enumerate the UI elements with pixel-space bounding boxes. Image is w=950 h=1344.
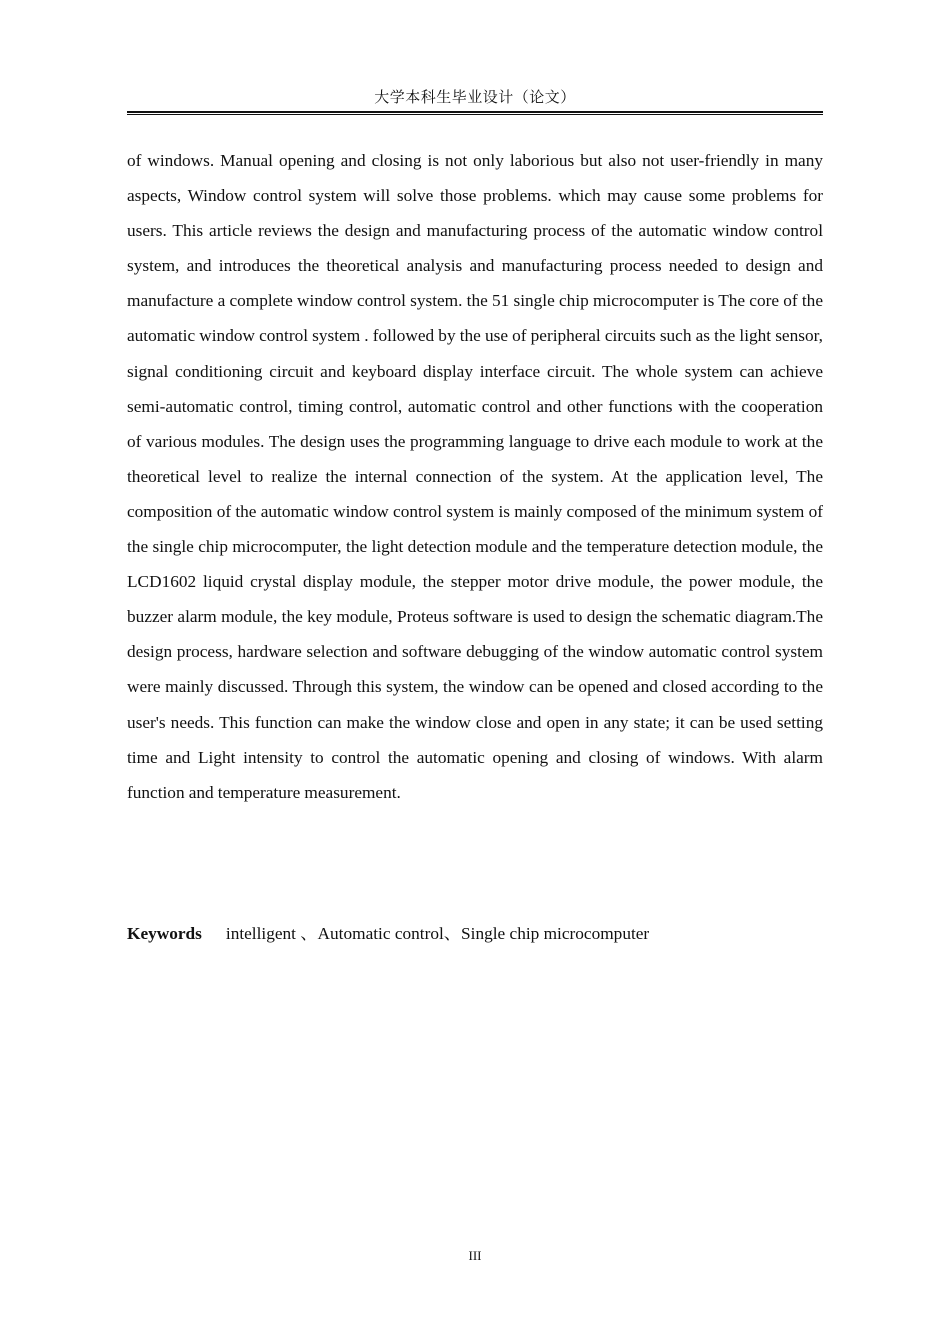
page-number: III — [468, 1248, 482, 1263]
header-double-rule — [127, 111, 823, 115]
running-header: 大学本科生毕业设计（论文） — [374, 90, 576, 106]
keywords-label: Keywords — [127, 924, 202, 943]
keywords-line — [127, 916, 823, 951]
abstract-paragraph: of windows. Manual opening and closing is not only laborious but also not user-friendly in many aspects, Window control system will solve those problems. which may cause some problems for users. This article reviews the design and manufacturing process of the automatic window control system, and introduces the theoretical analysis and manufacturing process needed to design and manufacture a complete window control system. the 51 single chip microcomputer is The core of the automatic window control system . followed by the use of peripheral circuits such as the light sensor, signal conditioning circuit and keyboard display interface circuit. The whole system can achieve semi-automatic control, timing control, automatic control and other functions with the cooperation of various modules. The design uses the programming language to drive each module to work at the theoretical level to realize the internal connection of the system. At the application level, The composition of the automatic window control system is mainly composed of the minimum system of the single chip microcomputer, the light detection module and the temperature detection module, the LCD1602 liquid crystal display module, the stepper motor drive module, the power module, the buzzer alarm module, the key module, Proteus software is used to design the schematic diagram.The design process, hardware selection and software debugging of the window automatic control system were mainly discussed. Through this system, the window can be opened and closed according to the user's needs. This function can make the window close and open in any state; it can be used setting time and Light intensity to control the automatic opening and closing of windows. With alarm function and temperature measurement. — [127, 151, 823, 802]
keywords-text: intelligent 、Automatic control、Single chip microcomputer — [225, 924, 650, 943]
